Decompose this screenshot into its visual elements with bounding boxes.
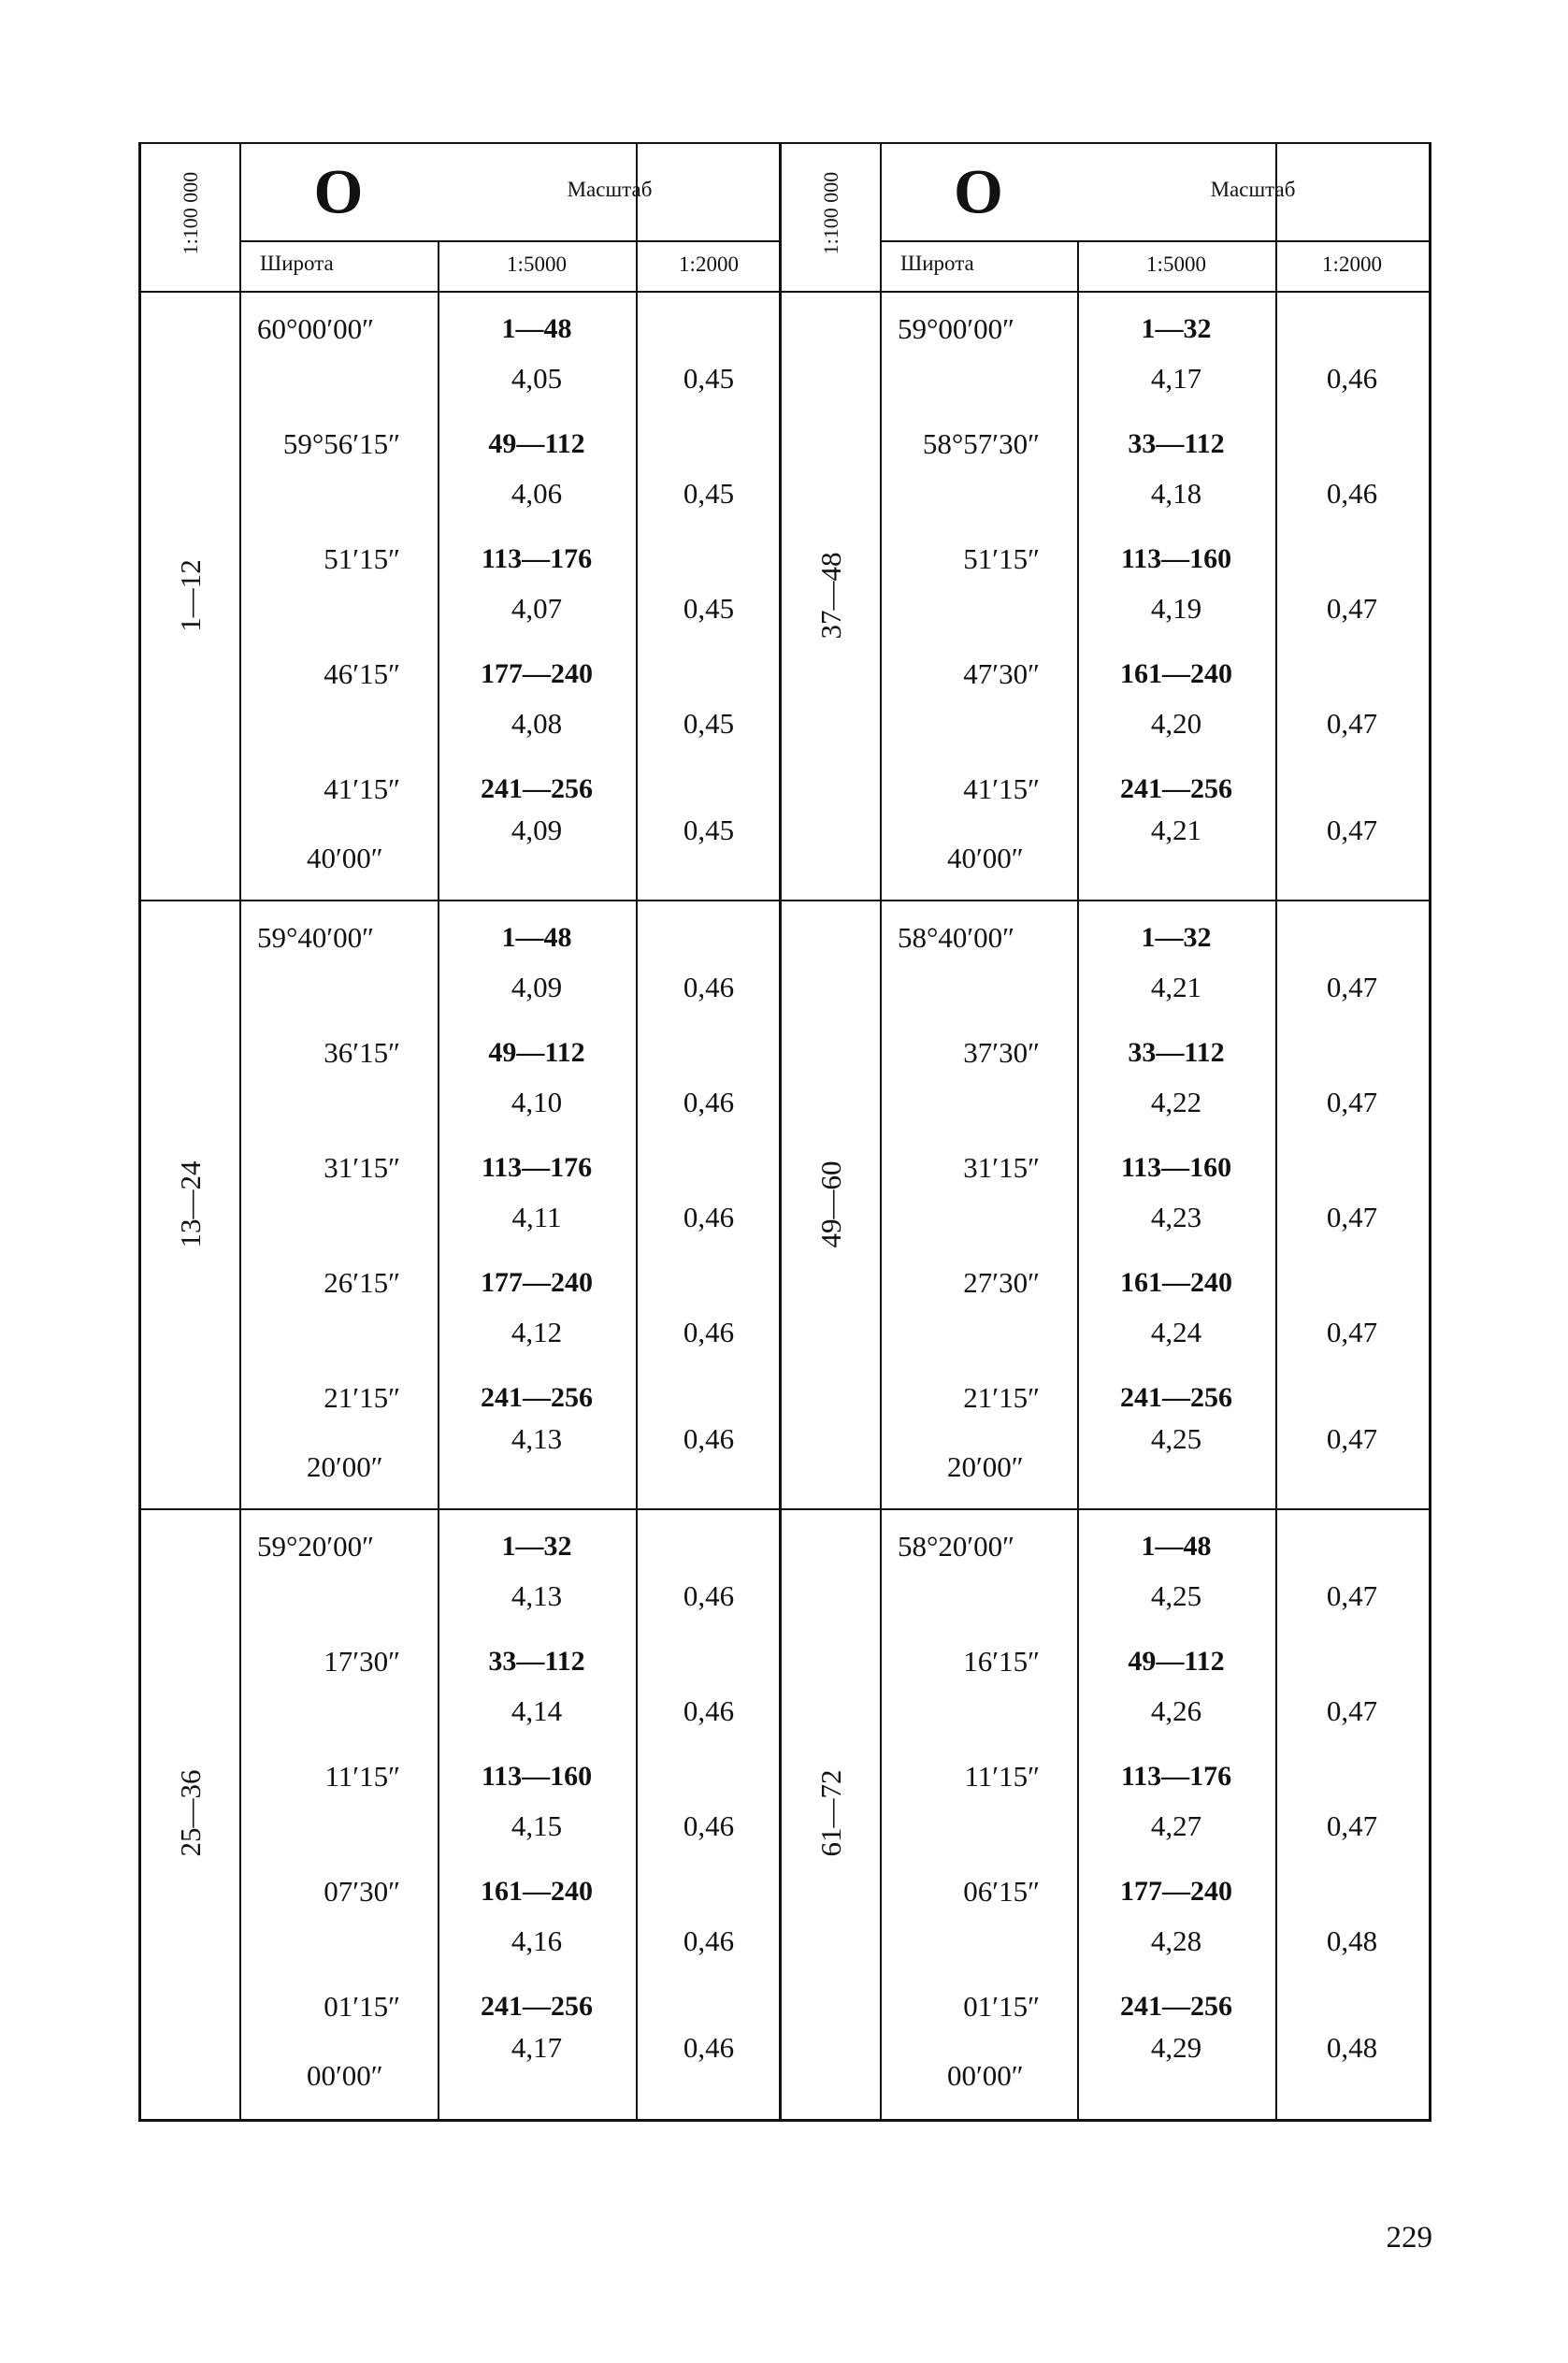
latitude-cell: 51′15″ [324, 542, 400, 575]
latitude-cell: 17′30″ [324, 1645, 400, 1678]
end-latitude-cell: 40′00″ [307, 842, 383, 874]
latitude-cell: 31′15″ [324, 1151, 400, 1184]
table-panel-right [779, 142, 1431, 2122]
value-1-5000-cell: 4,21 [1150, 971, 1202, 1003]
latitude-cell: 59°56′15″ [282, 427, 400, 460]
group-label: 25—36 [173, 1769, 207, 1857]
value-1-2000-cell: 0,46 [683, 971, 735, 1003]
latitude-cell: 31′15″ [963, 1151, 1040, 1184]
latitude-cell: 41′15″ [963, 772, 1040, 805]
value-1-5000-cell: 4,13 [511, 1579, 563, 1612]
group-rule [782, 1508, 1429, 1510]
header-rule [141, 291, 782, 293]
group-rule [782, 900, 1429, 901]
value-1-2000-cell: 0,45 [683, 814, 735, 846]
value-1-5000-cell: 4,23 [1150, 1201, 1202, 1233]
value-1-2000-cell: 0,46 [683, 1201, 735, 1233]
value-1-2000-cell: 0,46 [683, 1422, 735, 1455]
value-1-2000-cell: 0,46 [683, 1086, 735, 1118]
value-1-5000-cell: 4,10 [511, 1086, 563, 1118]
latitude-cell: 01′15″ [963, 1990, 1040, 2023]
value-1-2000-cell: 0,47 [1326, 1579, 1378, 1612]
value-1-5000-cell: 4,13 [511, 1422, 563, 1455]
value-1-5000-cell: 4,22 [1150, 1086, 1202, 1118]
latitude-cell: 60°00′00″ [257, 312, 375, 345]
value-1-2000-cell: 0,45 [683, 592, 735, 625]
value-1-2000-cell: 0,47 [1326, 1809, 1378, 1842]
latitude-header: Широта [260, 252, 334, 275]
value-1-5000-cell: 4,08 [511, 707, 563, 740]
value-1-2000-cell: 0,46 [683, 1579, 735, 1612]
value-1-2000-cell: 0,45 [683, 707, 735, 740]
column-rule [239, 144, 241, 2119]
latitude-cell: 58°57′30″ [922, 427, 1040, 460]
scale-label: 1:100 000 [818, 171, 842, 255]
latitude-cell: 58°40′00″ [898, 921, 1015, 954]
value-1-2000-cell: 0,46 [683, 2031, 735, 2064]
latitude-cell: 59°40′00″ [257, 921, 375, 954]
zone-letter: O [954, 155, 1003, 227]
scale-label: 1:100 000 [178, 171, 202, 255]
latitude-cell: 26′15″ [324, 1266, 400, 1299]
value-1-2000-cell: 0,47 [1326, 1086, 1378, 1118]
latitude-cell: 11′15″ [964, 1760, 1040, 1793]
scale-2000-header: 1:2000 [679, 252, 739, 276]
table-panel-left [138, 142, 782, 2122]
sheet-range-cell: 1—32 [1141, 313, 1212, 344]
sheet-range-cell: 1—48 [501, 313, 572, 344]
latitude-cell: 16′15″ [963, 1645, 1040, 1678]
scale-header: Масштаб [567, 178, 653, 201]
scale-header: Масштаб [1210, 178, 1296, 201]
value-1-5000-cell: 4,07 [511, 592, 563, 625]
value-1-2000-cell: 0,48 [1326, 1924, 1378, 1957]
end-latitude-cell: 40′00″ [947, 842, 1024, 874]
value-1-5000-cell: 4,09 [511, 971, 563, 1003]
latitude-cell: 58°20′00″ [898, 1530, 1015, 1563]
latitude-cell: 41′15″ [324, 772, 400, 805]
value-1-5000-cell: 4,12 [511, 1316, 563, 1348]
sheet-range-cell: 241—256 [481, 1382, 593, 1413]
value-1-2000-cell: 0,46 [1326, 362, 1378, 395]
latitude-cell: 51′15″ [963, 542, 1040, 575]
value-1-2000-cell: 0,45 [683, 477, 735, 510]
column-rule [1077, 240, 1079, 2119]
sheet-range-cell: 177—240 [481, 1267, 593, 1298]
latitude-cell: 01′15″ [324, 1990, 400, 2023]
column-rule [438, 240, 439, 2119]
sheet-range-cell: 177—240 [481, 658, 593, 689]
value-1-2000-cell: 0,47 [1326, 814, 1378, 846]
value-1-2000-cell: 0,47 [1326, 707, 1378, 740]
group-label: 49—60 [813, 1160, 847, 1248]
sheet-range-cell: 113—160 [1120, 543, 1232, 574]
value-1-5000-cell: 4,28 [1150, 1924, 1202, 1957]
group-rule [141, 900, 782, 901]
value-1-2000-cell: 0,46 [683, 1316, 735, 1348]
value-1-5000-cell: 4,17 [511, 2031, 563, 2064]
header-rule [782, 291, 1429, 293]
value-1-5000-cell: 4,18 [1150, 477, 1202, 510]
latitude-cell: 21′15″ [324, 1381, 400, 1414]
sheet-range-cell: 241—256 [1120, 1382, 1232, 1413]
sheet-range-cell: 241—256 [481, 1991, 593, 2022]
value-1-2000-cell: 0,46 [683, 1924, 735, 1957]
value-1-2000-cell: 0,45 [683, 362, 735, 395]
header-rule [239, 240, 782, 242]
page-number: 229 [1386, 2221, 1432, 2255]
sheet-range-cell: 49—112 [488, 1037, 585, 1068]
value-1-5000-cell: 4,20 [1150, 707, 1202, 740]
latitude-cell: 27′30″ [963, 1266, 1040, 1299]
value-1-5000-cell: 4,24 [1150, 1316, 1202, 1348]
latitude-cell: 47′30″ [963, 657, 1040, 690]
sheet-range-cell: 241—256 [481, 773, 593, 804]
value-1-5000-cell: 4,25 [1150, 1422, 1202, 1455]
scale-5000-header: 1:5000 [507, 252, 567, 276]
group-label: 1—12 [173, 559, 207, 632]
latitude-header: Широта [900, 252, 974, 275]
value-1-2000-cell: 0,46 [683, 1694, 735, 1727]
latitude-cell: 06′15″ [963, 1875, 1040, 1908]
value-1-5000-cell: 4,06 [511, 477, 563, 510]
value-1-5000-cell: 4,21 [1150, 814, 1202, 846]
value-1-2000-cell: 0,47 [1326, 592, 1378, 625]
column-rule [880, 144, 882, 2119]
value-1-5000-cell: 4,17 [1150, 362, 1202, 395]
header-rule [880, 240, 1429, 242]
value-1-5000-cell: 4,25 [1150, 1579, 1202, 1612]
value-1-5000-cell: 4,19 [1150, 592, 1202, 625]
group-label: 13—24 [173, 1160, 207, 1248]
sheet-range-cell: 49—112 [488, 428, 585, 459]
sheet-range-cell: 177—240 [1120, 1876, 1232, 1907]
value-1-2000-cell: 0,47 [1326, 1694, 1378, 1727]
sheet-range-cell: 1—32 [501, 1531, 572, 1562]
zone-letter: O [313, 155, 364, 227]
end-latitude-cell: 20′00″ [307, 1450, 383, 1483]
scale-5000-header: 1:5000 [1146, 252, 1206, 276]
latitude-cell: 59°20′00″ [257, 1530, 375, 1563]
sheet-range-cell: 161—240 [1120, 1267, 1232, 1298]
latitude-cell: 37′30″ [963, 1036, 1040, 1069]
value-1-5000-cell: 4,09 [511, 814, 563, 846]
value-1-2000-cell: 0,47 [1326, 1201, 1378, 1233]
value-1-5000-cell: 4,27 [1150, 1809, 1202, 1842]
sheet-range-cell: 33—112 [1128, 1037, 1225, 1068]
sheet-range-cell: 1—48 [1141, 1531, 1212, 1562]
sheet-range-cell: 113—176 [481, 543, 593, 574]
sheet-range-cell: 49—112 [1128, 1646, 1225, 1677]
group-label: 37—48 [813, 552, 847, 640]
latitude-cell: 59°00′00″ [898, 312, 1015, 345]
sheet-range-cell: 33—112 [1128, 428, 1225, 459]
sheet-range-cell: 161—240 [1120, 658, 1232, 689]
sheet-range-cell: 241—256 [1120, 773, 1232, 804]
sheet-range-cell: 113—160 [1120, 1152, 1232, 1183]
value-1-5000-cell: 4,11 [511, 1201, 562, 1233]
sheet-range-cell: 1—48 [501, 922, 572, 953]
sheet-range-cell: 33—112 [488, 1646, 585, 1677]
column-rule [636, 144, 638, 2119]
end-latitude-cell: 00′00″ [307, 2059, 383, 2092]
value-1-2000-cell: 0,48 [1326, 2031, 1378, 2064]
end-latitude-cell: 20′00″ [947, 1450, 1024, 1483]
sheet-range-cell: 113—176 [1120, 1761, 1232, 1792]
value-1-2000-cell: 0,46 [1326, 477, 1378, 510]
value-1-2000-cell: 0,46 [683, 1809, 735, 1842]
latitude-cell: 46′15″ [324, 657, 400, 690]
value-1-2000-cell: 0,47 [1326, 1316, 1378, 1348]
value-1-5000-cell: 4,14 [511, 1694, 563, 1727]
sheet-range-cell: 113—176 [481, 1152, 593, 1183]
column-rule [1275, 144, 1277, 2119]
sheet-range-cell: 161—240 [481, 1876, 593, 1907]
value-1-2000-cell: 0,47 [1326, 971, 1378, 1003]
latitude-cell: 36′15″ [324, 1036, 400, 1069]
value-1-5000-cell: 4,16 [511, 1924, 563, 1957]
sheet-range-cell: 113—160 [481, 1761, 593, 1792]
latitude-cell: 07′30″ [324, 1875, 400, 1908]
value-1-5000-cell: 4,15 [511, 1809, 563, 1842]
sheet-range-cell: 1—32 [1141, 922, 1212, 953]
value-1-5000-cell: 4,05 [511, 362, 563, 395]
sheet-range-cell: 241—256 [1120, 1991, 1232, 2022]
latitude-cell: 21′15″ [963, 1381, 1040, 1414]
value-1-5000-cell: 4,26 [1150, 1694, 1202, 1727]
scale-2000-header: 1:2000 [1322, 252, 1382, 276]
value-1-2000-cell: 0,47 [1326, 1422, 1378, 1455]
latitude-cell: 11′15″ [324, 1760, 400, 1793]
end-latitude-cell: 00′00″ [947, 2059, 1024, 2092]
group-label: 61—72 [813, 1769, 847, 1857]
group-rule [141, 1508, 782, 1510]
value-1-5000-cell: 4,29 [1150, 2031, 1202, 2064]
